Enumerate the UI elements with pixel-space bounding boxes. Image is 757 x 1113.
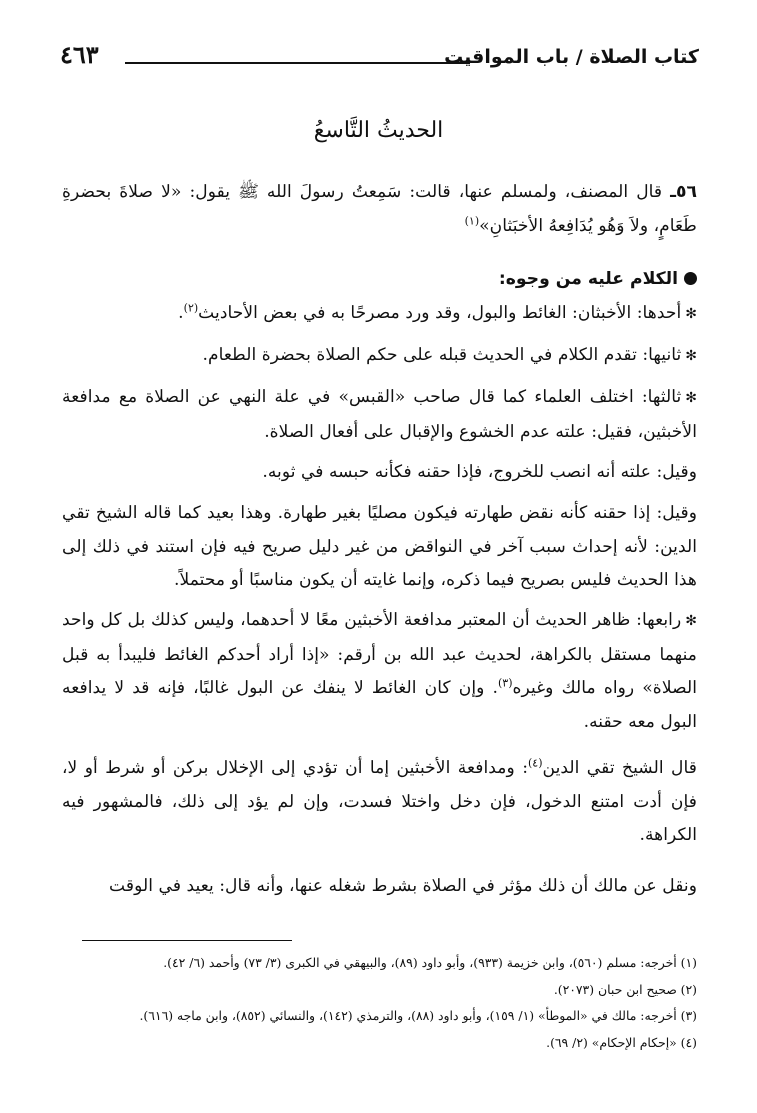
paragraph-2 bbox=[62, 339, 697, 374]
footnote-4: (٤) «إحكام الإحكام» (٢/ ٦٩). bbox=[546, 1034, 697, 1050]
footnote-1: (١) أخرجه: مسلم (٥٦٠)، وابن خزيمة (٩٣٣)، وأبو داود (٨٩)، والبيهقي في الكبرى (٣/ ٧٣) وأحمد (٦/ ٤٢). bbox=[163, 955, 697, 970]
asterisk-icon: ✻ bbox=[685, 613, 697, 629]
paragraph-text: ثالثها: اختلف العلماء كما قال صاحب «القبس» في علة النهي عن الصلاة مع مدافعة الأخبثين، فقيل: علته عدم الخشوع والإقبال على أفعال الصلاة. bbox=[62, 387, 697, 442]
paragraph-text: أحدها: الأخبثان: الغائط والبول، وقد ورد مصرحًا به في بعض الأحاديث bbox=[198, 303, 682, 323]
paragraph-text: رابعها: ظاهر الحديث أن المعتبر مدافعة الأخبثين معًا لا أحدهما، وليس كذلك بل كل واحد منهما مستقل بالكراهة، لحديث عبد الله بن أرقم: «إذا أراد أحدكم الغائط فليبدأ به قبل الصلاة» رواه مالك وغيره bbox=[62, 610, 697, 698]
section-heading bbox=[62, 263, 697, 297]
asterisk-icon: ✻ bbox=[685, 390, 697, 406]
paragraph-tail: . bbox=[178, 303, 184, 323]
paragraph-text: قال الشيخ تقي الدين bbox=[542, 758, 697, 778]
paragraph-text: وقيل: إذا حقنه كأنه نقض طهارته فيكون مصليًا بغير طهارة. وهذا بعيد كما قاله الشيخ تقي الدين: لأنه إحداث سبب آخر في النواقض من غير دليل صريح فيه فإن استند في ذلك إلى هذا الحديث فليس بصريح فيما ذكره، وإنما غايته أن يكون مناسبًا أو محتملاً. bbox=[62, 503, 697, 590]
paragraph-tail: . وإن كان الغائط لا ينفك عن البول غالبًا، فإنه قد لا يدافعه البول معه حقنه. bbox=[62, 678, 697, 732]
paragraph-text: وقيل: علته أنه انصب للخروج، فإذا حقنه فكأنه حبسه في ثوبه. bbox=[262, 462, 697, 482]
footnote-ref: (٤) bbox=[527, 756, 543, 770]
footnote-rule bbox=[82, 940, 292, 941]
hadith-body: قال المصنف، ولمسلم عنها، قالت: سَمِعتُ رسولَ الله ﷺ يقول: «لا صلاةَ بحضرةِ طَعَامٍ، ولاَ وَهُو يُدَافِعهُ الأخبَثانِ» bbox=[62, 182, 697, 236]
paragraph-5 bbox=[62, 497, 697, 598]
running-header-title: كتاب الصلاة / باب المواقيت bbox=[444, 46, 699, 68]
hadith-number: ٥٦ـ bbox=[670, 182, 698, 202]
footnote-3: (٣) أخرجه: مالك في «الموطأ» (١/ ١٥٩)، وأبو داود (٨٨)، والترمذي (١٤٢)، والنسائي (٨٥٢)، وابن ماجه (٦١٦). bbox=[139, 1008, 697, 1023]
footnote-2: (٢) صحيح ابن حبان (٢٠٧٣). bbox=[553, 981, 697, 997]
footnote-ref: (١) bbox=[464, 213, 480, 227]
hadith-title: الحديثُ التَّاسعُ bbox=[313, 118, 444, 143]
paragraph-8 bbox=[62, 870, 697, 904]
hadith-text bbox=[62, 176, 697, 243]
footnote-ref: (٢) bbox=[183, 301, 199, 315]
footnotes bbox=[62, 950, 697, 1056]
asterisk-icon: ✻ bbox=[685, 348, 697, 364]
paragraph-3 bbox=[62, 381, 697, 449]
paragraph-7 bbox=[62, 752, 697, 853]
paragraph-1 bbox=[62, 297, 697, 332]
paragraph-text: ثانيها: تقدم الكلام في الحديث قبله على حكم الصلاة بحضرة الطعام. bbox=[202, 345, 682, 365]
paragraph-text: ونقل عن مالك أن ذلك مؤثر في الصلاة بشرط شغله عنها، وأنه قال: يعيد في الوقت bbox=[109, 876, 697, 896]
page-number: ٤٦٣ bbox=[60, 40, 99, 69]
bullet-disc-icon bbox=[684, 272, 697, 285]
paragraph-tail: : ومدافعة الأخبثين إما أن تؤدي إلى الإخلال بركن أو شرط أو لا، فإن أدت امتنع الدخول، فإن دخل واختلا فسدت، وإن لم يؤد إلى ذلك، فالمشهور فيه الكراهة. bbox=[62, 758, 697, 845]
footnote-ref: (٣) bbox=[498, 676, 513, 690]
header-rule bbox=[125, 62, 470, 64]
paragraph-6 bbox=[62, 604, 697, 739]
paragraph-4 bbox=[62, 456, 697, 490]
asterisk-icon: ✻ bbox=[685, 306, 697, 322]
section-heading-text: الكلام عليه من وجوه: bbox=[498, 269, 678, 289]
